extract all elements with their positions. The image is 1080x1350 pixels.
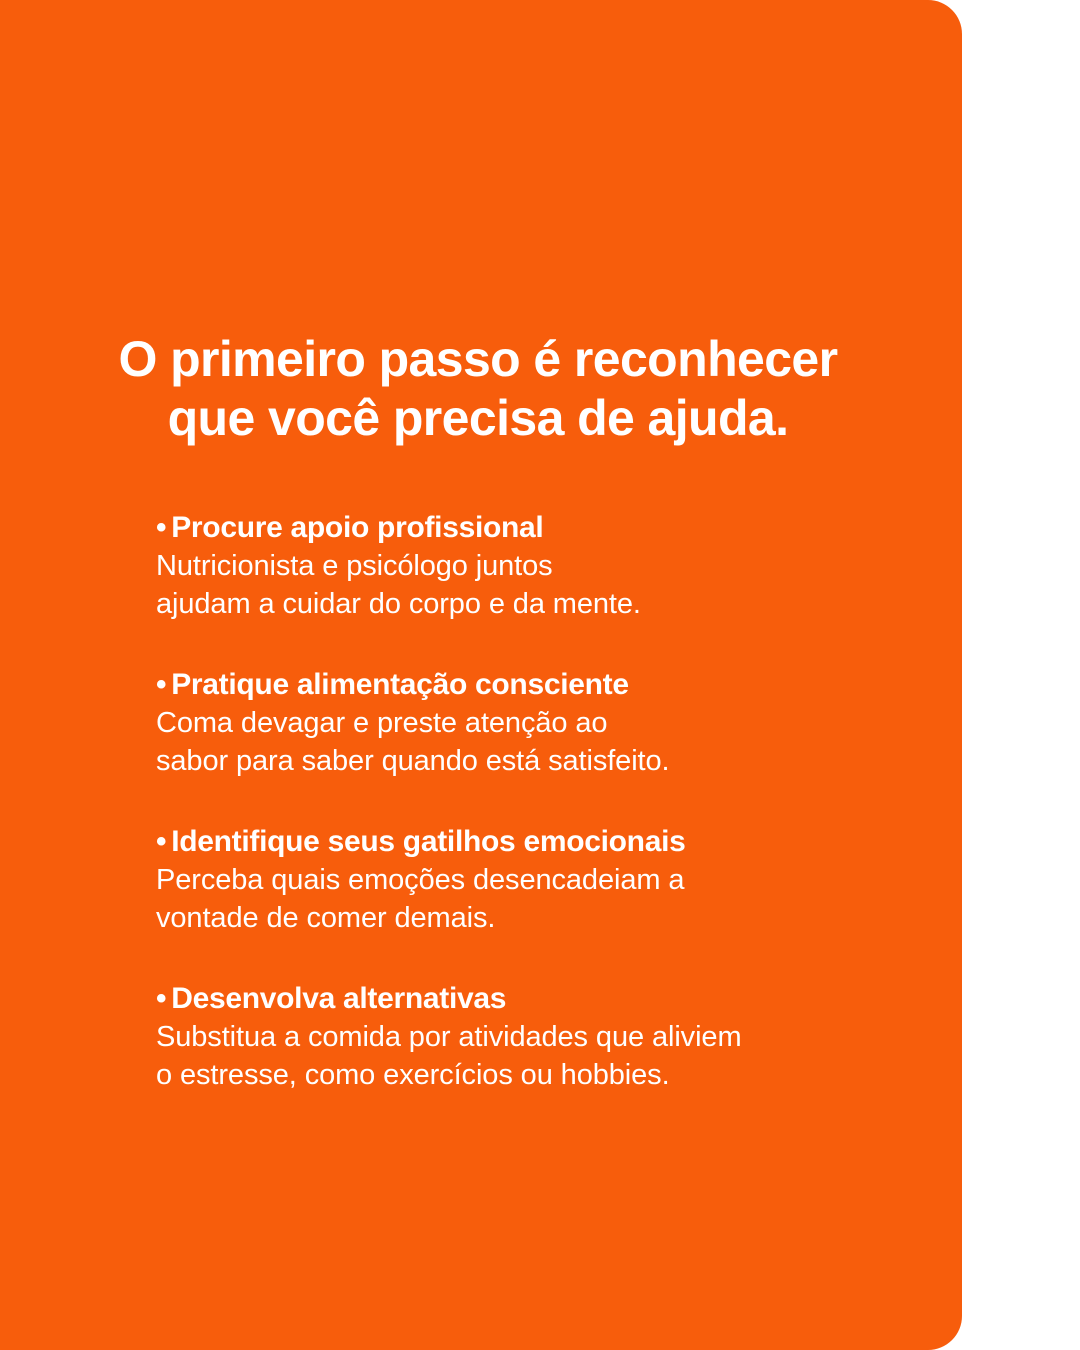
tip-body	[156, 704, 892, 781]
bullet-dot-icon: •	[156, 511, 167, 544]
page-title-line-1: O primeiro passo é reconhecer	[118, 331, 838, 387]
tip-body-line-1: Coma devagar e preste atenção ao	[156, 706, 608, 739]
list-item	[156, 823, 892, 938]
tips-list	[156, 509, 892, 1095]
bullet-dot-icon: •	[156, 981, 167, 1015]
tip-body	[156, 547, 892, 624]
tip-body-line-2: ajudam a cuidar do corpo e da mente.	[156, 588, 641, 621]
tip-body-line-1: Perceba quais emoções desencadeiam a	[156, 863, 685, 896]
bullet-dot-icon: •	[156, 824, 167, 858]
tip-title-text: Desenvolva alternativas	[171, 981, 507, 1015]
page-title-line-2: que você precisa de ajuda.	[167, 389, 789, 446]
bullet-dot-icon: •	[156, 667, 167, 701]
tip-body-line-1: Substitua a comida por atividades que aliviem	[156, 1020, 742, 1053]
tip-body-line-2: sabor para saber quando está satisfeito.	[156, 745, 670, 778]
tip-body-line-2: vontade de comer demais.	[156, 902, 496, 935]
tip-title-text: Identifique seus gatilhos emocionais	[171, 824, 686, 858]
tip-title-text: Pratique alimentação consciente	[171, 667, 629, 701]
page-title	[104, 330, 892, 447]
tip-title	[156, 666, 892, 704]
tip-body-line-1: Nutricionista e psicólogo juntos	[156, 549, 553, 582]
tip-title-text: Procure apoio profissional	[171, 511, 544, 544]
list-item	[156, 666, 892, 781]
tip-body-line-2: o estresse, como exercícios ou hobbies.	[156, 1059, 670, 1092]
tip-body	[156, 1018, 892, 1095]
tip-title	[156, 509, 892, 547]
tip-body	[156, 861, 892, 938]
list-item	[156, 980, 892, 1095]
tip-title	[156, 980, 892, 1018]
list-item	[156, 509, 892, 624]
tip-title	[156, 823, 892, 861]
